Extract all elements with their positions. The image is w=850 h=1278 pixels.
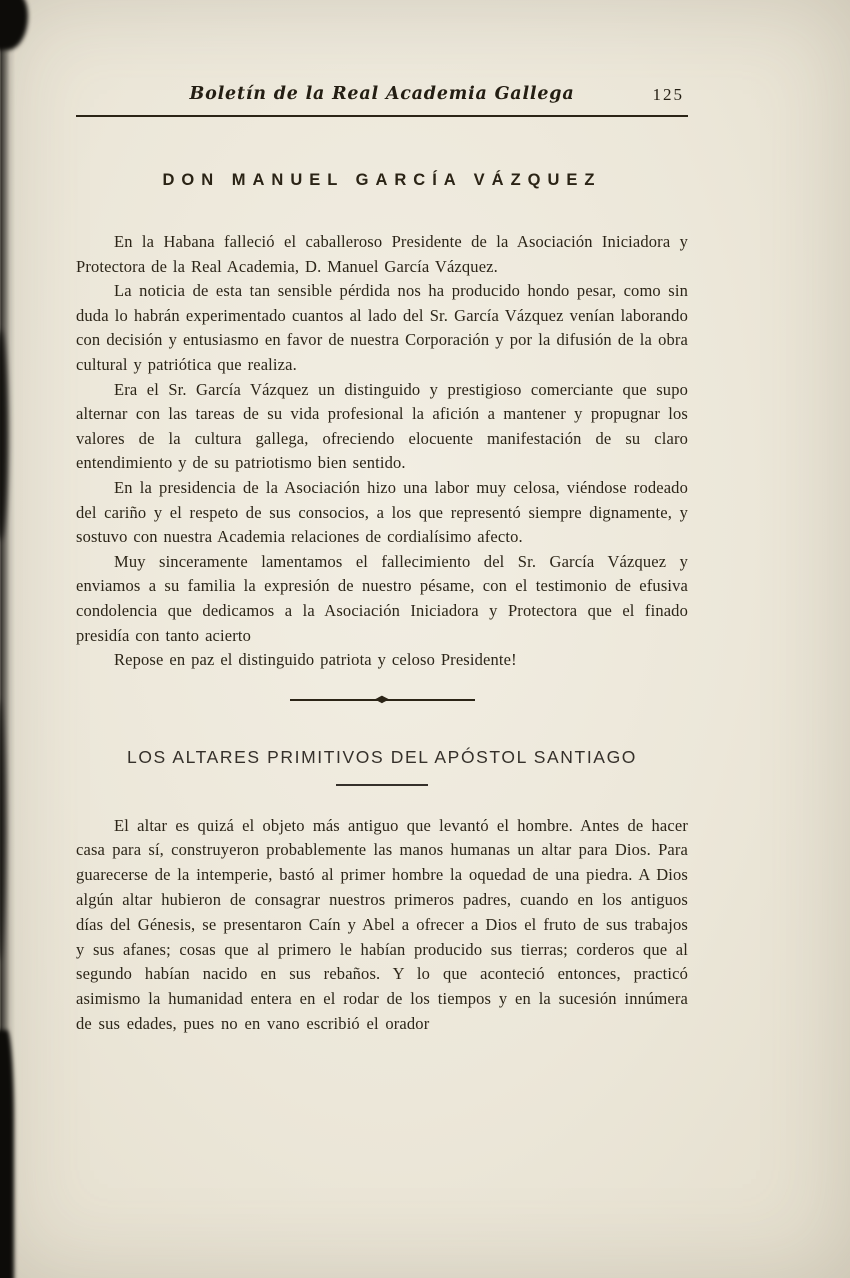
page-number: 125 [652, 85, 684, 104]
obituary-paragraph: En la Habana falleció el caballeroso Presidente de la Asociación Iniciadora y Protectora de la Real Academia, D. Manuel García Vázquez. [76, 232, 688, 276]
obituary-body [76, 230, 688, 673]
journal-title: Boletín de la Real Academia Gallega [189, 84, 575, 104]
page-content [76, 0, 688, 1037]
article-title-rule [336, 784, 428, 786]
article-paragraph: El altar es quizá el objeto más antiguo que levantó el hombre. Antes de hacer casa para sí, construyeron probablemente las manos humanas un altar para Dios. Para guarecerse de la intemperie, bastó al primer hombre la oquedad de una piedra. A Dios algún altar hubieron de consagrar nuestros primeros padres, cuando en los antiguos días del Génesis, se presentaron Caín y Abel a ofrecer a Dios el fruto de sus trabajos y sus afanes; cosas que al primero le habían producido sus tierras; corderos que al segundo habían nacido en sus rebaños. Y lo que aconteció entonces, practicó asimismo la humanidad entera en el rodar de los tiempos y en la sucesión innúmera de sus edades, pues no en vano escribió el orador [76, 815, 688, 1034]
scan-bottom-mark [0, 1030, 14, 1278]
obituary-paragraph: Repose en paz el distinguido patriota y celoso Presidente! [114, 650, 517, 670]
section-divider [290, 693, 475, 705]
obituary-title: DON MANUEL GARCÍA VÁZQUEZ [162, 171, 602, 189]
obituary-paragraph: La noticia de esta tan sensible pérdida nos ha producido hondo pesar, como sin duda lo habrán experimentado cuantos al lado del Sr. García Vázquez venían laborando con decisión y entusiasmo en favor de nuestra Corporación y por la difusión de la obra cultural y patriótica que realiza. [76, 281, 688, 374]
obituary-paragraph: Era el Sr. García Vázquez un distinguido y prestigioso comerciante que supo alternar con las tareas de su vida profesional la afición a mantener y propugnar los valores de la cultura gallega, ofreciendo elocuente manifestación de su claro entendimiento y de su patriotismo bien sentido. [76, 379, 688, 473]
scan-corner-mark [0, 0, 28, 50]
header-rule [76, 115, 688, 117]
obituary-paragraph: Muy sinceramente lamentamos el fallecimiento del Sr. García Vázquez y enviamos a su familia la expresión de nuestro pésame, con el testimonio de efusiva condolencia que dedicamos a la Asociación Iniciadora y Protectora que el finado presidía con tanto acierto [76, 551, 688, 645]
page-header [76, 84, 688, 108]
article-title: LOS ALTARES PRIMITIVOS DEL APÓSTOL SANTIAGO [127, 746, 637, 767]
obituary-paragraph: En la presidencia de la Asociación hizo una labor muy celosa, viéndose rodeado del cariño y el respeto de sus consocios, a los que representó siempre dignamente, y sostuvo con nuestra Academia relaciones de cordialísimo afecto. [76, 477, 688, 547]
divider-diamond-icon: ◆ [374, 693, 390, 705]
article-body [76, 814, 688, 1037]
